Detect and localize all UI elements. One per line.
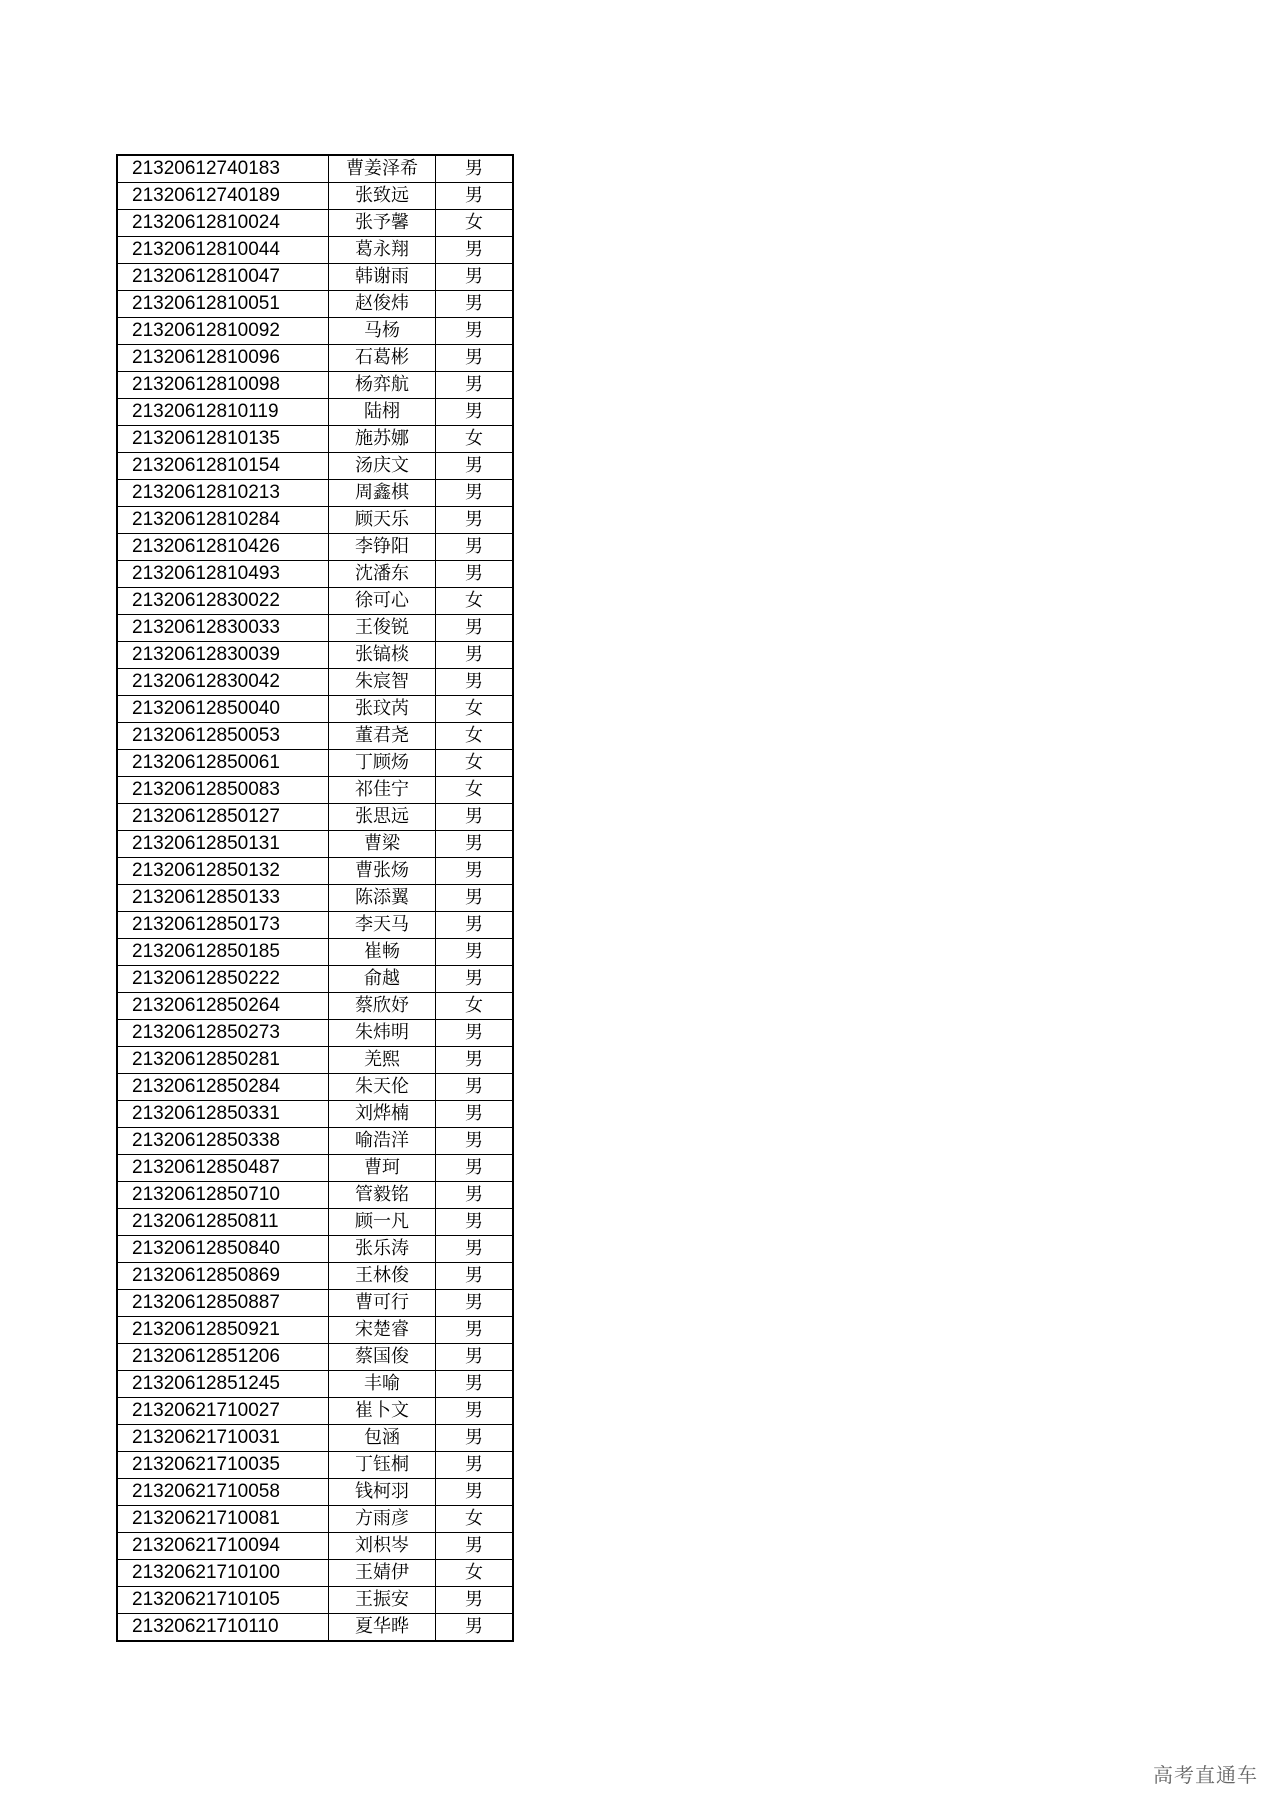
student-name-cell: 包涵 — [329, 1425, 436, 1452]
table-row — [117, 1614, 513, 1642]
table-row — [117, 777, 513, 804]
exam-number-cell: 21320621710027 — [117, 1398, 329, 1425]
student-name-cell: 曹珂 — [329, 1155, 436, 1182]
exam-number-cell: 21320612850487 — [117, 1155, 329, 1182]
gender-cell: 男 — [436, 264, 514, 291]
exam-number-cell: 21320612830042 — [117, 669, 329, 696]
student-name-cell: 张镐棪 — [329, 642, 436, 669]
exam-number-cell: 21320612850131 — [117, 831, 329, 858]
gender-cell: 男 — [436, 345, 514, 372]
student-name-cell: 曹张炀 — [329, 858, 436, 885]
gender-cell: 男 — [436, 534, 514, 561]
table-row — [117, 1479, 513, 1506]
table-row — [117, 399, 513, 426]
exam-number-cell: 21320612810135 — [117, 426, 329, 453]
table-row — [117, 1398, 513, 1425]
student-name-cell: 赵俊炜 — [329, 291, 436, 318]
gender-cell: 男 — [436, 155, 514, 183]
gender-cell: 女 — [436, 993, 514, 1020]
exam-number-cell: 21320612850133 — [117, 885, 329, 912]
gender-cell: 男 — [436, 1182, 514, 1209]
exam-number-cell: 21320612810284 — [117, 507, 329, 534]
table-row — [117, 1263, 513, 1290]
gender-cell: 男 — [436, 1398, 514, 1425]
exam-number-cell: 21320612810493 — [117, 561, 329, 588]
gender-cell: 女 — [436, 696, 514, 723]
exam-number-cell: 21320612830022 — [117, 588, 329, 615]
exam-number-cell: 21320612850173 — [117, 912, 329, 939]
table-row — [117, 291, 513, 318]
exam-number-cell: 21320612850185 — [117, 939, 329, 966]
student-name-cell: 曹姜泽希 — [329, 155, 436, 183]
student-name-cell: 董君尧 — [329, 723, 436, 750]
student-name-cell: 崔畅 — [329, 939, 436, 966]
exam-number-cell: 21320612830033 — [117, 615, 329, 642]
table-row — [117, 1182, 513, 1209]
gender-cell: 男 — [436, 507, 514, 534]
gender-cell: 男 — [436, 1263, 514, 1290]
gender-cell: 男 — [436, 831, 514, 858]
gender-cell: 男 — [436, 1614, 514, 1642]
table-row — [117, 345, 513, 372]
student-name-cell: 李铮阳 — [329, 534, 436, 561]
exam-number-cell: 21320612851206 — [117, 1344, 329, 1371]
gender-cell: 男 — [436, 1128, 514, 1155]
student-name-cell: 朱天伦 — [329, 1074, 436, 1101]
student-name-cell: 丁钰桐 — [329, 1452, 436, 1479]
table-row — [117, 561, 513, 588]
exam-number-cell: 21320621710081 — [117, 1506, 329, 1533]
gender-cell: 男 — [436, 669, 514, 696]
student-name-cell: 俞越 — [329, 966, 436, 993]
gender-cell: 男 — [436, 1020, 514, 1047]
gender-cell: 男 — [436, 1533, 514, 1560]
table-row — [117, 804, 513, 831]
gender-cell: 女 — [436, 588, 514, 615]
table-row — [117, 723, 513, 750]
table-row — [117, 750, 513, 777]
gender-cell: 男 — [436, 372, 514, 399]
student-roster-table — [116, 154, 514, 1642]
gender-cell: 女 — [436, 210, 514, 237]
exam-number-cell: 21320612810119 — [117, 399, 329, 426]
exam-number-cell: 21320621710110 — [117, 1614, 329, 1642]
gender-cell: 男 — [436, 1425, 514, 1452]
table-row — [117, 831, 513, 858]
table-row — [117, 1371, 513, 1398]
exam-number-cell: 21320612810051 — [117, 291, 329, 318]
student-name-cell: 蔡国俊 — [329, 1344, 436, 1371]
student-name-cell: 羌熙 — [329, 1047, 436, 1074]
exam-number-cell: 21320612810213 — [117, 480, 329, 507]
gender-cell: 男 — [436, 399, 514, 426]
gender-cell: 男 — [436, 1344, 514, 1371]
table-row — [117, 1128, 513, 1155]
exam-number-cell: 21320621710100 — [117, 1560, 329, 1587]
gender-cell: 男 — [436, 966, 514, 993]
student-name-cell: 曹梁 — [329, 831, 436, 858]
student-name-cell: 祁佳宁 — [329, 777, 436, 804]
student-name-cell: 管毅铭 — [329, 1182, 436, 1209]
student-name-cell: 丰喻 — [329, 1371, 436, 1398]
table-row — [117, 1074, 513, 1101]
gender-cell: 男 — [436, 237, 514, 264]
exam-number-cell: 21320612850331 — [117, 1101, 329, 1128]
table-row — [117, 1101, 513, 1128]
table-row — [117, 588, 513, 615]
student-name-cell: 曹可行 — [329, 1290, 436, 1317]
table-row — [117, 453, 513, 480]
table-row — [117, 1452, 513, 1479]
student-name-cell: 张玟芮 — [329, 696, 436, 723]
gender-cell: 男 — [436, 480, 514, 507]
table-row — [117, 939, 513, 966]
gender-cell: 男 — [436, 1371, 514, 1398]
student-name-cell: 王振安 — [329, 1587, 436, 1614]
table-row — [117, 264, 513, 291]
gender-cell: 男 — [436, 453, 514, 480]
exam-number-cell: 21320612850061 — [117, 750, 329, 777]
table-row — [117, 966, 513, 993]
gender-cell: 男 — [436, 1155, 514, 1182]
exam-number-cell: 21320621710094 — [117, 1533, 329, 1560]
student-name-cell: 张思远 — [329, 804, 436, 831]
student-name-cell: 喻浩洋 — [329, 1128, 436, 1155]
student-name-cell: 丁顾炀 — [329, 750, 436, 777]
student-name-cell: 朱炜明 — [329, 1020, 436, 1047]
gender-cell: 男 — [436, 1236, 514, 1263]
student-name-cell: 王俊锐 — [329, 615, 436, 642]
gender-cell: 男 — [436, 1290, 514, 1317]
exam-number-cell: 21320612850040 — [117, 696, 329, 723]
exam-number-cell: 21320612850840 — [117, 1236, 329, 1263]
table-row — [117, 372, 513, 399]
exam-number-cell: 21320612830039 — [117, 642, 329, 669]
student-name-cell: 刘烨楠 — [329, 1101, 436, 1128]
student-name-cell: 宋楚睿 — [329, 1317, 436, 1344]
table-row — [117, 534, 513, 561]
exam-number-cell: 21320612850338 — [117, 1128, 329, 1155]
table-row — [117, 183, 513, 210]
student-name-cell: 王婧伊 — [329, 1560, 436, 1587]
student-name-cell: 周鑫棋 — [329, 480, 436, 507]
exam-number-cell: 21320612850710 — [117, 1182, 329, 1209]
gender-cell: 男 — [436, 804, 514, 831]
gender-cell: 男 — [436, 912, 514, 939]
student-name-cell: 陆栩 — [329, 399, 436, 426]
table-row — [117, 1506, 513, 1533]
exam-number-cell: 21320612810154 — [117, 453, 329, 480]
gender-cell: 女 — [436, 723, 514, 750]
exam-number-cell: 21320612850869 — [117, 1263, 329, 1290]
table-row — [117, 426, 513, 453]
table-row — [117, 1020, 513, 1047]
student-name-cell: 李天马 — [329, 912, 436, 939]
table-row — [117, 696, 513, 723]
student-name-cell: 沈潘东 — [329, 561, 436, 588]
exam-number-cell: 21320612850222 — [117, 966, 329, 993]
table-row — [117, 1290, 513, 1317]
gender-cell: 女 — [436, 1560, 514, 1587]
exam-number-cell: 21320612810096 — [117, 345, 329, 372]
table-row — [117, 1425, 513, 1452]
exam-number-cell: 21320612850132 — [117, 858, 329, 885]
student-name-cell: 王林俊 — [329, 1263, 436, 1290]
student-name-cell: 徐可心 — [329, 588, 436, 615]
table-row — [117, 615, 513, 642]
student-name-cell: 夏华晔 — [329, 1614, 436, 1642]
student-name-cell: 钱柯羽 — [329, 1479, 436, 1506]
gender-cell: 男 — [436, 642, 514, 669]
gender-cell: 男 — [436, 1587, 514, 1614]
exam-number-cell: 21320612851245 — [117, 1371, 329, 1398]
gender-cell: 男 — [436, 885, 514, 912]
student-name-cell: 汤庆文 — [329, 453, 436, 480]
gender-cell: 男 — [436, 858, 514, 885]
gender-cell: 女 — [436, 1506, 514, 1533]
exam-number-cell: 21320612810092 — [117, 318, 329, 345]
table-row — [117, 1209, 513, 1236]
student-name-cell: 方雨彦 — [329, 1506, 436, 1533]
gender-cell: 男 — [436, 561, 514, 588]
exam-number-cell: 21320612810047 — [117, 264, 329, 291]
table-row — [117, 318, 513, 345]
gender-cell: 男 — [436, 1452, 514, 1479]
exam-number-cell: 21320612850273 — [117, 1020, 329, 1047]
exam-number-cell: 21320612740183 — [117, 155, 329, 183]
exam-number-cell: 21320621710031 — [117, 1425, 329, 1452]
exam-number-cell: 21320612850053 — [117, 723, 329, 750]
exam-number-cell: 21320612810426 — [117, 534, 329, 561]
table-row — [117, 1047, 513, 1074]
gender-cell: 男 — [436, 939, 514, 966]
student-name-cell: 张乐涛 — [329, 1236, 436, 1263]
gender-cell: 男 — [436, 615, 514, 642]
gender-cell: 男 — [436, 1101, 514, 1128]
exam-number-cell: 21320612810098 — [117, 372, 329, 399]
table-row — [117, 1236, 513, 1263]
exam-number-cell: 21320612850127 — [117, 804, 329, 831]
table-row — [117, 480, 513, 507]
table-row — [117, 210, 513, 237]
table-row — [117, 993, 513, 1020]
student-name-cell: 张致远 — [329, 183, 436, 210]
student-name-cell: 刘枳岑 — [329, 1533, 436, 1560]
table-row — [117, 237, 513, 264]
student-name-cell: 张予馨 — [329, 210, 436, 237]
roster-body — [117, 155, 513, 1641]
exam-number-cell: 21320612850284 — [117, 1074, 329, 1101]
exam-number-cell: 21320612850887 — [117, 1290, 329, 1317]
exam-number-cell: 21320612850264 — [117, 993, 329, 1020]
exam-number-cell: 21320612850921 — [117, 1317, 329, 1344]
table-row — [117, 1533, 513, 1560]
gender-cell: 男 — [436, 1479, 514, 1506]
gender-cell: 男 — [436, 1047, 514, 1074]
gender-cell: 男 — [436, 1074, 514, 1101]
table-row — [117, 1344, 513, 1371]
student-name-cell: 陈添翼 — [329, 885, 436, 912]
exam-number-cell: 21320612740189 — [117, 183, 329, 210]
table-row — [117, 912, 513, 939]
student-name-cell: 崔卜文 — [329, 1398, 436, 1425]
student-name-cell: 葛永翔 — [329, 237, 436, 264]
gender-cell: 女 — [436, 777, 514, 804]
table-row — [117, 1587, 513, 1614]
exam-number-cell: 21320612810044 — [117, 237, 329, 264]
table-row — [117, 1155, 513, 1182]
student-name-cell: 顾一凡 — [329, 1209, 436, 1236]
exam-number-cell: 21320621710105 — [117, 1587, 329, 1614]
student-name-cell: 石葛彬 — [329, 345, 436, 372]
student-name-cell: 杨弈航 — [329, 372, 436, 399]
table-row — [117, 642, 513, 669]
table-row — [117, 155, 513, 183]
exam-number-cell: 21320612850083 — [117, 777, 329, 804]
exam-number-cell: 21320621710035 — [117, 1452, 329, 1479]
table-row — [117, 1560, 513, 1587]
table-row — [117, 507, 513, 534]
exam-number-cell: 21320612810024 — [117, 210, 329, 237]
gender-cell: 男 — [436, 1317, 514, 1344]
table-row — [117, 669, 513, 696]
exam-number-cell: 21320621710058 — [117, 1479, 329, 1506]
exam-number-cell: 21320612850811 — [117, 1209, 329, 1236]
student-name-cell: 蔡欣妤 — [329, 993, 436, 1020]
gender-cell: 男 — [436, 291, 514, 318]
student-name-cell: 顾天乐 — [329, 507, 436, 534]
student-name-cell: 韩谢雨 — [329, 264, 436, 291]
student-name-cell: 朱宸智 — [329, 669, 436, 696]
gender-cell: 男 — [436, 1209, 514, 1236]
gender-cell: 女 — [436, 750, 514, 777]
table-row — [117, 858, 513, 885]
student-name-cell: 马杨 — [329, 318, 436, 345]
exam-number-cell: 21320612850281 — [117, 1047, 329, 1074]
student-name-cell: 施苏娜 — [329, 426, 436, 453]
gender-cell: 男 — [436, 318, 514, 345]
table-row — [117, 885, 513, 912]
table-row — [117, 1317, 513, 1344]
gender-cell: 男 — [436, 183, 514, 210]
gender-cell: 女 — [436, 426, 514, 453]
watermark-text: 高考直通车 — [1153, 1763, 1258, 1787]
